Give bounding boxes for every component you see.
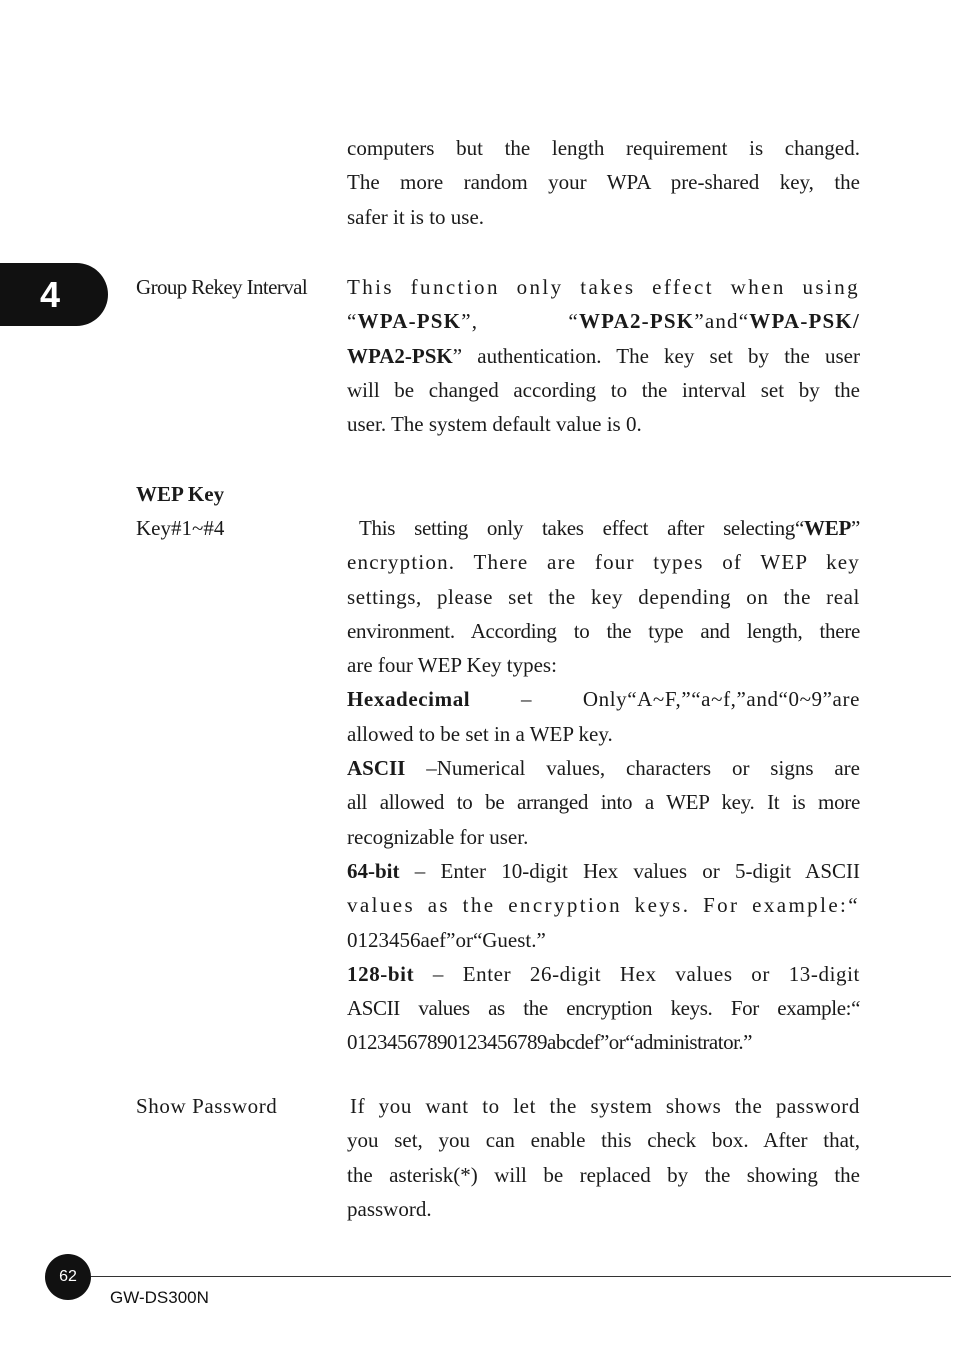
text-line: This setting only takes effect after selecting“WEP” [359,516,860,540]
keyword: WEP [804,516,851,540]
text-line: password. [347,1196,432,1221]
model-name: GW-DS300N [110,1288,209,1307]
text-line: 01234567890123456789abcdef”or“administrator.” [347,1030,752,1055]
text-line: safer it is to use. [347,204,485,229]
text-line: environment. According to the type and length, there [347,618,860,643]
text-line: If you want to let the system shows the password [350,1094,860,1118]
term-key-1-4: Key#1~#4 [136,516,225,540]
page-number: 62 [59,1268,77,1285]
term-show-password: Show Password [136,1094,278,1118]
text-line: ASCII –Numerical values, characters or signs are [347,756,860,781]
text-line: recognizable for user. [347,824,529,849]
text-line: 64-bit – Enter 10-digit Hex values or 5-digit ASCII [347,858,860,883]
text-line: settings, please set the key depending on the real [347,584,860,609]
group-rekey-description [347,270,860,441]
intro-paragraph [347,131,860,234]
text-line: WPA2-PSK” authentication. The key set by the user [347,343,860,368]
keyword: WPA-PSK/ [749,309,860,334]
text-line: encryption. There are four types of WEP key [347,550,860,575]
show-password-description [347,1089,860,1226]
text-line: will be changed according to the interval set by the [347,377,860,402]
text-line: allowed to be set in a WEP key. [347,721,613,746]
text-line: Hexadecimal – Only“A~F,”“a~f,”and“0~9”are [347,687,860,712]
text-line: values as the encryption keys. For example:“ [347,893,860,918]
text-line: ASCII values as the encryption keys. For example:“ [347,996,860,1021]
term-64-bit: 64-bit [347,858,400,883]
term-128-bit: 128-bit [347,961,415,986]
text-line: are four WEP Key types: [347,653,557,678]
text-line: “WPA-PSK”, “WPA2-PSK”and“WPA-PSK/ [347,309,860,334]
text-line: you set, you can enable this check box. After that, [347,1128,860,1153]
term-hexadecimal: Hexadecimal [347,687,471,712]
text-line: computers but the length requirement is changed. [347,136,860,160]
keyword: WPA2-PSK [578,309,695,334]
text-line: all allowed to be arranged into a WEP key. It is more [347,790,860,815]
text-line: 0123456aef”or“Guest.” [347,927,546,952]
page-number-badge [45,1254,91,1300]
keyword: WPA2-PSK [347,343,453,368]
chapter-tab [0,263,108,326]
text-line: The more random your WPA pre-shared key, the [347,170,860,195]
text-line: the asterisk(*) will be replaced by the showing the [347,1162,860,1187]
text-line: This function only takes effect when using [347,275,860,299]
footer-rule [91,1276,951,1277]
keyword: WPA-PSK [357,309,462,334]
chapter-number: 4 [39,273,61,315]
text-line: 128-bit – Enter 26-digit Hex values or 13-digit [347,961,860,986]
section-heading-wep-key: WEP Key [136,482,225,506]
text-line: user. The system default value is 0. [347,412,642,437]
term-group-rekey: Group Rekey Interval [136,275,308,299]
wep-key-description [347,511,860,1060]
term-ascii: ASCII [347,756,406,781]
